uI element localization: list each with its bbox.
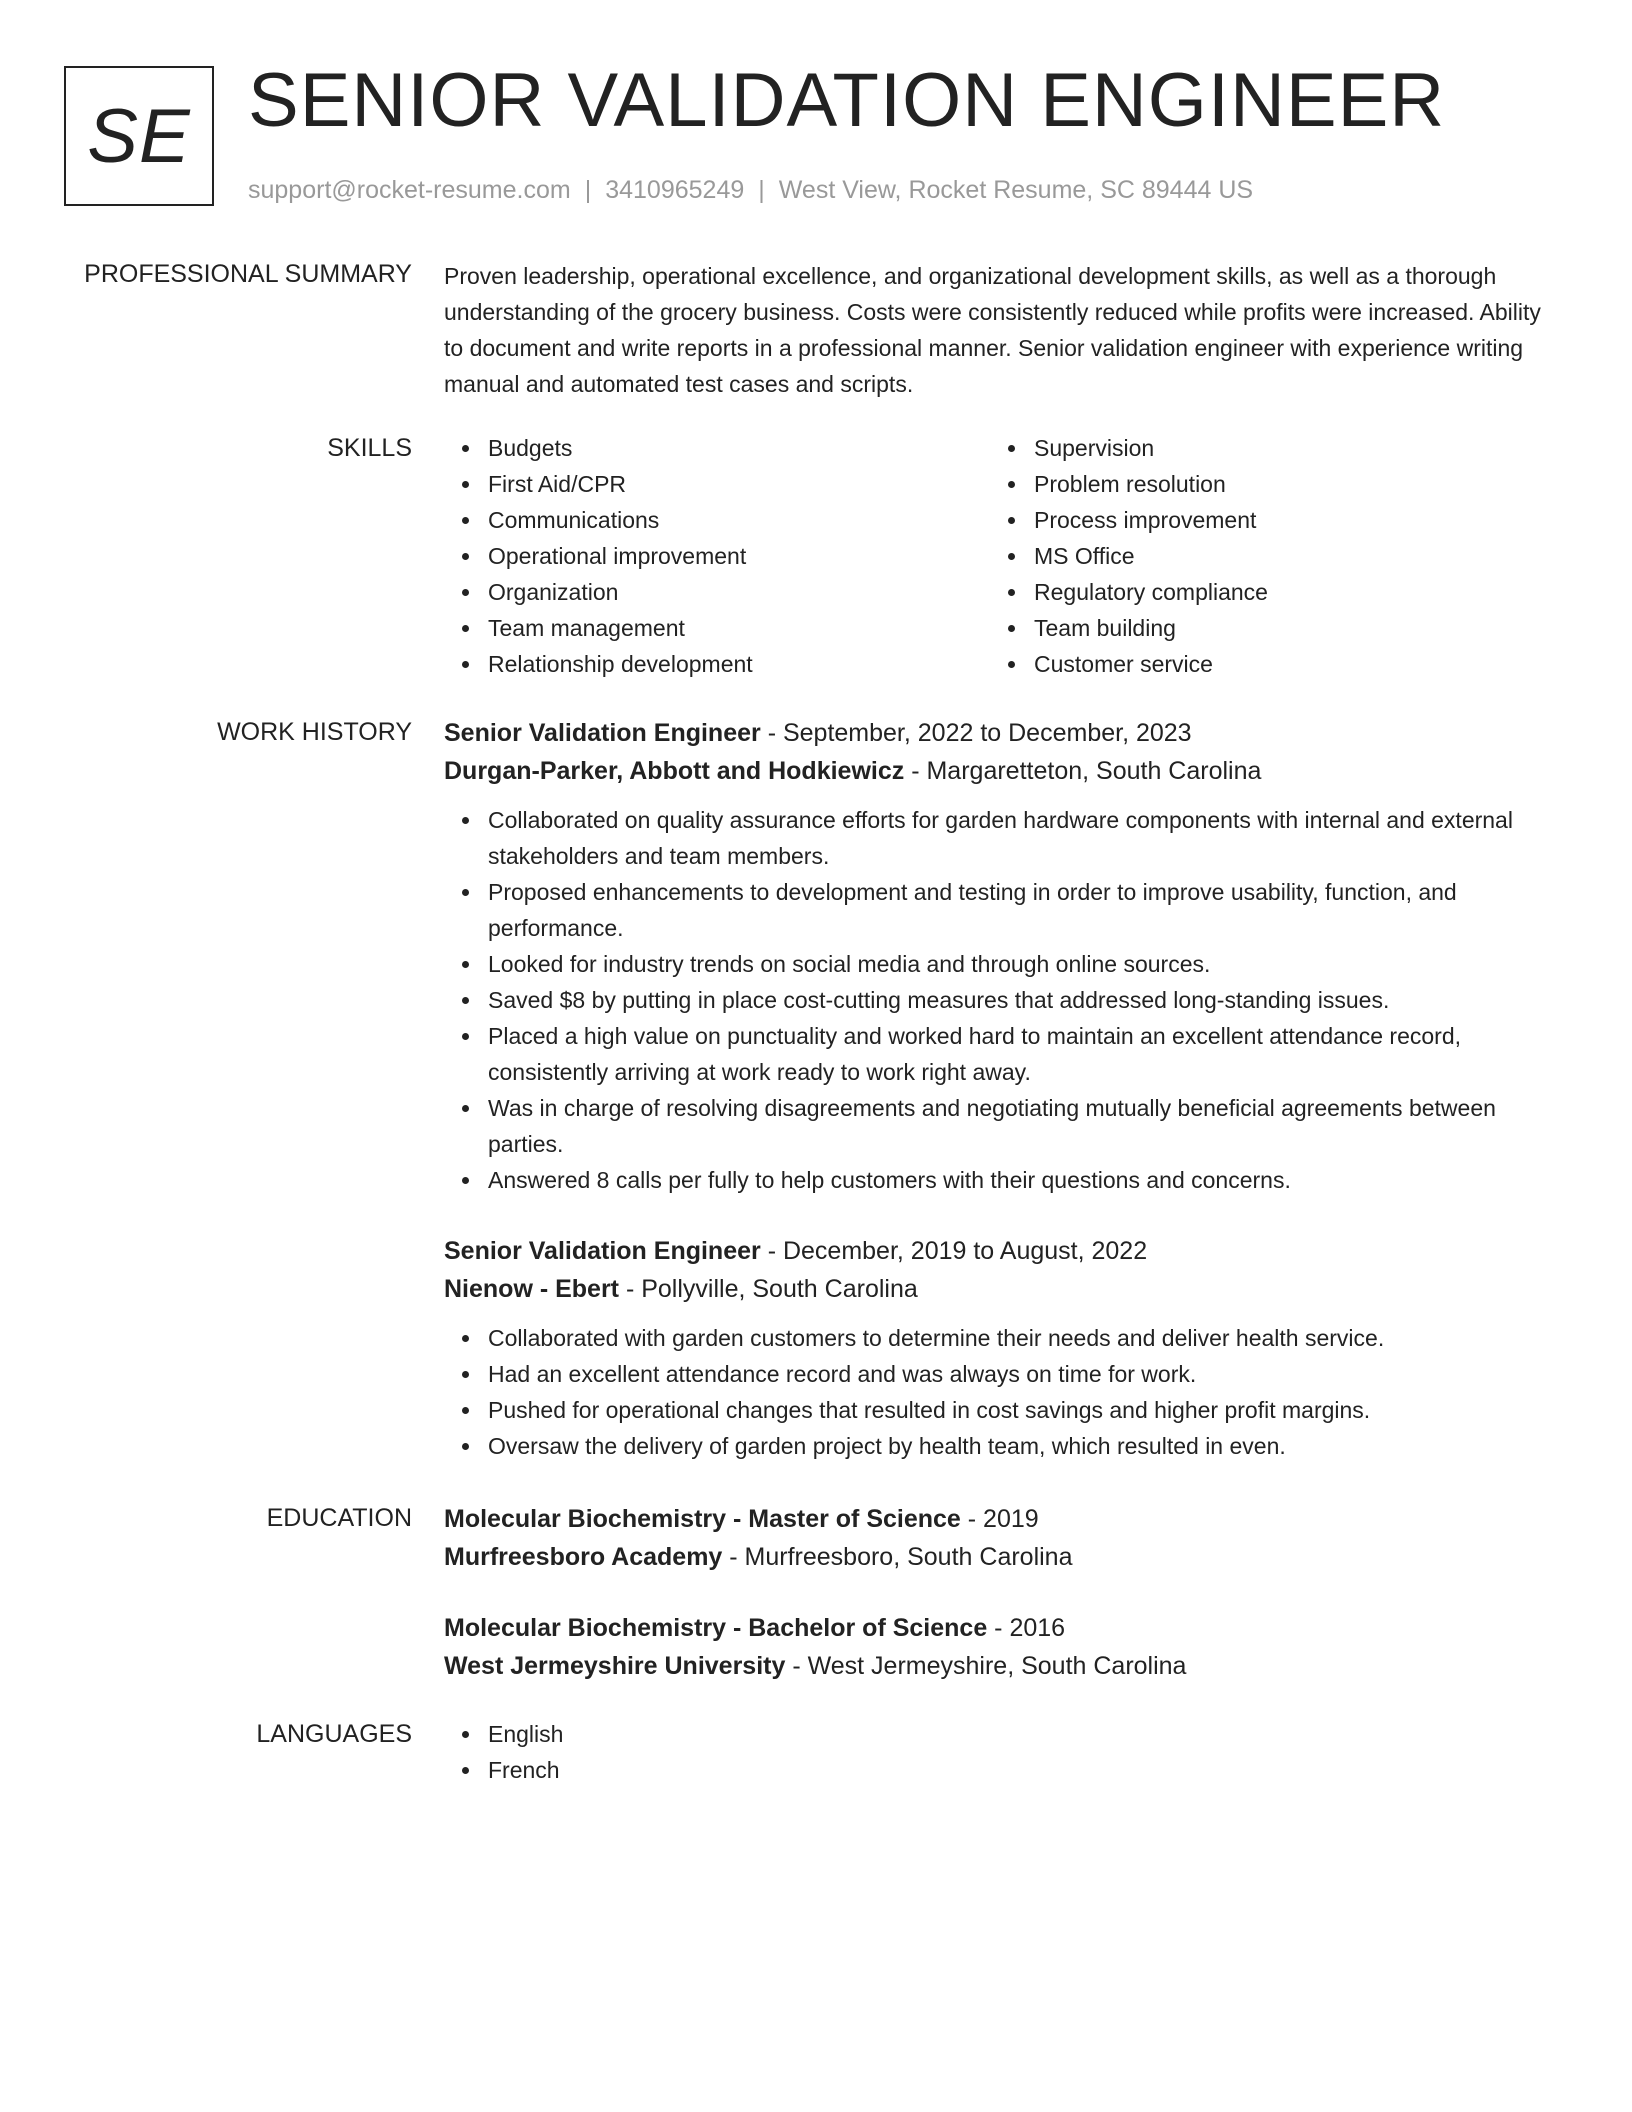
- job-title-line: [444, 714, 1544, 752]
- list-item: Relationship development: [444, 646, 990, 682]
- list-item: Looked for industry trends on social media and through online sources.: [444, 946, 1544, 982]
- job-company-line: [444, 752, 1544, 790]
- job-title: Senior Validation Engineer: [444, 719, 761, 747]
- list-item: Was in charge of resolving disagreements and negotiating mutually beneficial agreements between parties.: [444, 1090, 1544, 1162]
- contact-line: [248, 172, 1253, 208]
- list-item: Oversaw the delivery of garden project by health team, which resulted in even.: [444, 1428, 1544, 1464]
- job-company: Durgan-Parker, Abbott and Hodkiewicz: [444, 757, 905, 785]
- list-item: Problem resolution: [990, 466, 1536, 502]
- list-item: Regulatory compliance: [990, 574, 1536, 610]
- edu-degree: Molecular Biochemistry - Bachelor of Science: [444, 1614, 988, 1642]
- contact-separator: |: [758, 176, 765, 204]
- list-item: Saved $8 by putting in place cost-cutting measures that addressed long-standing issues.: [444, 982, 1544, 1018]
- skills-list-left: [444, 430, 990, 682]
- list-item: Budgets: [444, 430, 990, 466]
- education-body-2: [444, 1609, 1544, 1685]
- list-item: Team management: [444, 610, 990, 646]
- job-bullets: [444, 1320, 1544, 1464]
- job-location: - Pollyville, South Carolina: [619, 1275, 918, 1303]
- edu-school: Murfreesboro Academy: [444, 1543, 723, 1571]
- list-item: Operational improvement: [444, 538, 990, 574]
- resume-title: SENIOR VALIDATION ENGINEER: [248, 58, 1446, 143]
- education-body: [444, 1500, 1544, 1576]
- edu-degree-line: [444, 1609, 1544, 1647]
- work-body: [444, 714, 1544, 1198]
- languages-list: [444, 1716, 1544, 1788]
- monogram-badge: SE: [64, 66, 214, 206]
- job-company-line: [444, 1270, 1544, 1308]
- job-entry: [444, 714, 1544, 1198]
- languages-label: LANGUAGES: [256, 1720, 412, 1748]
- edu-year: - 2019: [960, 1505, 1039, 1533]
- languages-body: [444, 1716, 1544, 1788]
- edu-school: West Jermeyshire University: [444, 1652, 786, 1680]
- list-item: Customer service: [990, 646, 1536, 682]
- job-company: Nienow - Ebert: [444, 1275, 620, 1303]
- contact-email: support@rocket-resume.com: [248, 176, 571, 204]
- job-dates: - September, 2022 to December, 2023: [760, 719, 1192, 747]
- list-item: MS Office: [990, 538, 1536, 574]
- job-title-line: [444, 1232, 1544, 1270]
- list-item: Placed a high value on punctuality and worked hard to maintain an excellent attendance record, consistently arriving at work ready to work right away.: [444, 1018, 1544, 1090]
- edu-degree: Molecular Biochemistry - Master of Science: [444, 1505, 961, 1533]
- summary-text: Proven leadership, operational excellence, and organizational development skills, as well as a thorough understanding of the grocery business. Costs were consistently reduced while profits were increased. Ability to document and write reports in a professional manner. Senior validation engineer with experience writing manual and automated test cases and scripts.: [444, 263, 1541, 397]
- list-item: Team building: [990, 610, 1536, 646]
- edu-degree-line: [444, 1500, 1544, 1538]
- list-item: English: [444, 1716, 1544, 1752]
- contact-separator: |: [584, 176, 592, 204]
- skills-label: SKILLS: [327, 434, 412, 462]
- list-item: Proposed enhancements to development and testing in order to improve usability, function, and performance.: [444, 874, 1544, 946]
- list-item: Process improvement: [990, 502, 1536, 538]
- contact-address: West View, Rocket Resume, SC 89444 US: [778, 176, 1254, 204]
- list-item: Answered 8 calls per fully to help customers with their questions and concerns.: [444, 1162, 1544, 1198]
- edu-year: - 2016: [987, 1614, 1066, 1642]
- job-bullets: [444, 802, 1544, 1198]
- contact-phone: 3410965249: [605, 176, 745, 204]
- list-item: First Aid/CPR: [444, 466, 990, 502]
- job-location: - Margaretteton, South Carolina: [904, 757, 1262, 785]
- list-item: Collaborated on quality assurance efforts for garden hardware components with internal and external stakeholders and team members.: [444, 802, 1544, 874]
- work-label: WORK HISTORY: [217, 718, 412, 746]
- list-item: Communications: [444, 502, 990, 538]
- edu-school-line: [444, 1538, 1544, 1576]
- list-item: French: [444, 1752, 1544, 1788]
- list-item: Had an excellent attendance record and was always on time for work.: [444, 1356, 1544, 1392]
- job-dates: - December, 2019 to August, 2022: [760, 1237, 1148, 1265]
- job-entry: [444, 1232, 1544, 1464]
- skills-list-right: [990, 430, 1536, 682]
- work-body-2: [444, 1232, 1544, 1464]
- edu-location: - Murfreesboro, South Carolina: [722, 1543, 1073, 1571]
- edu-school-line: [444, 1647, 1544, 1685]
- education-label: EDUCATION: [266, 1504, 412, 1532]
- summary-body: [444, 256, 1544, 402]
- list-item: Pushed for operational changes that resulted in cost savings and higher profit margins.: [444, 1392, 1544, 1428]
- skills-body: [444, 430, 1544, 682]
- job-title: Senior Validation Engineer: [444, 1237, 761, 1265]
- list-item: Supervision: [990, 430, 1536, 466]
- summary-label: PROFESSIONAL SUMMARY: [84, 260, 412, 288]
- edu-location: - West Jermeyshire, South Carolina: [785, 1652, 1187, 1680]
- list-item: Collaborated with garden customers to determine their needs and deliver health service.: [444, 1320, 1544, 1356]
- list-item: Organization: [444, 574, 990, 610]
